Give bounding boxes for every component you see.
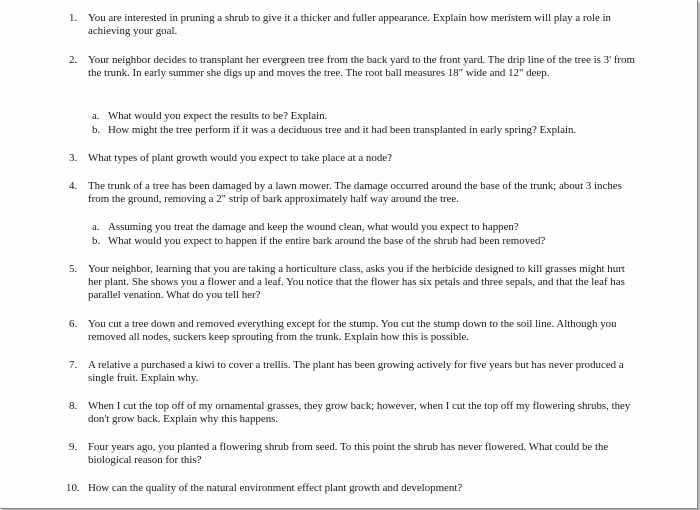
question-number: 7. xyxy=(69,359,78,371)
sub-label: a. xyxy=(92,110,100,122)
question-number: 1. xyxy=(69,12,78,24)
sub-label: a. xyxy=(92,221,100,233)
question-text: Your neighbor decides to transplant her evergreen tree from the back yard to the front yard. The drip line of the tree is 3' from the trunk. In early summer she digs up and moves the tree. The root ball measures 18" wide and 12" deep. xyxy=(88,54,635,80)
question-text: How can the quality of the natural environment effect plant growth and development? xyxy=(88,482,463,494)
question-number: 2. xyxy=(69,54,78,66)
question-text: When I cut the top off of my ornamental grasses, they grow back; however, when I cut the top off my flowering shrubs, they don't grow back. Explain why this happens. xyxy=(88,400,631,426)
question-number: 8. xyxy=(69,400,78,412)
question-number: 10. xyxy=(66,482,80,494)
sub-text: What would you expect to happen if the entire bark around the base of the shrub had been removed? xyxy=(108,235,546,247)
question-text: The trunk of a tree has been damaged by a lawn mower. The damage occurred around the base of the trunk; about 3 inches from the ground, removing a 2" strip of bark approximately half way around the tree. xyxy=(88,180,622,206)
question-text: Four years ago, you planted a flowering shrub from seed. To this point the shrub has never flowered. What could be the biological reason for this? xyxy=(88,441,609,467)
sub-text: What would you expect the results to be? Explain. xyxy=(108,110,328,122)
question-number: 4. xyxy=(69,180,78,192)
sub-label: b. xyxy=(92,124,101,136)
question-number: 9. xyxy=(69,441,78,453)
question-number: 6. xyxy=(69,318,78,330)
question-text: Your neighbor, learning that you are taking a horticulture class, asks you if the herbicide designed to kill grasses might hurt her plant. She shows you a flower and a leaf. You notice that the flower has six petals and three sepals, and that the leaf has parallel venation. What do you tell her? xyxy=(88,263,625,302)
question-number: 5. xyxy=(69,263,78,275)
question-text: You cut a tree down and removed everything except for the stump. You cut the stump down to the soil line. Although you removed all nodes, suckers keep sprouting from the trunk. Explain how this is possible. xyxy=(88,318,617,344)
question-number: 3. xyxy=(69,152,78,164)
question-text: What types of plant growth would you expect to take place at a node? xyxy=(88,152,392,164)
question-text: You are interested in pruning a shrub to give it a thicker and fuller appearance. Explain how meristem will play a role in achieving your goal. xyxy=(88,12,611,38)
sub-text: Assuming you treat the damage and keep the wound clean, what would you expect to happen? xyxy=(108,221,519,233)
sub-text: How might the tree perform if it was a deciduous tree and it had been transplanted in early spring? Explain. xyxy=(108,124,577,136)
question-text: A relative a purchased a kiwi to cover a trellis. The plant has been growing actively for five years but has never produced a single fruit. Explain why. xyxy=(88,359,624,385)
sub-label: b. xyxy=(92,235,101,247)
